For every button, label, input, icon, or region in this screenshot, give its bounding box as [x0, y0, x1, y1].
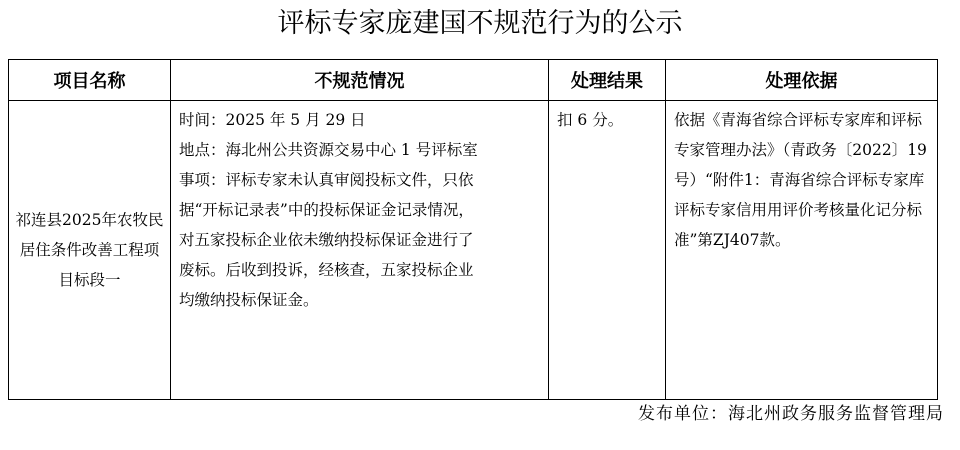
- project-name-text: 祁连县2025年农牧民居住条件改善工程项目标段一: [15, 211, 164, 289]
- cell-project-name: [9, 101, 171, 400]
- notice-table: [8, 59, 938, 400]
- issue-line: 事项：评标专家未认真审阅投标文件，只依: [179, 171, 474, 189]
- issue-line: 地点：海北州公共资源交易中心 1 号评标室: [179, 141, 478, 159]
- issue-line: 对五家投标企业依未缴纳投标保证金进行了: [179, 231, 474, 249]
- issue-line: 时间：2025 年 5 月 29 日: [179, 111, 366, 129]
- header-result: 处理结果: [549, 60, 666, 101]
- issue-line: 据“开标记录表”中的投标保证金记录情况，: [179, 201, 474, 219]
- page-title: 评标专家庞建国不规范行为的公示: [277, 8, 683, 39]
- cell-result: [549, 101, 666, 400]
- header-project-name: 项目名称: [9, 60, 171, 101]
- issue-line: 废标。后收到投诉，经核查，五家投标企业: [179, 261, 474, 279]
- table-header-row: [9, 60, 938, 101]
- result-text: 扣 6 分。: [557, 111, 624, 129]
- header-irregularity: 不规范情况: [171, 60, 549, 101]
- issue-line: 均缴纳投标保证金。: [179, 291, 319, 309]
- cell-irregularity: [171, 101, 549, 400]
- publisher-line: 发布单位：海北州政务服务监督管理局: [638, 404, 944, 424]
- table-row: [9, 101, 938, 400]
- basis-text: 依据《青海省综合评标专家库和评标专家管理办法》（青政务〔2022〕19号）“附件1：青海省综合评标专家库评标专家信用用评价考核量化记分标准”第ZJ407款。: [674, 111, 927, 249]
- cell-basis: [666, 101, 938, 400]
- header-basis: 处理依据: [666, 60, 938, 101]
